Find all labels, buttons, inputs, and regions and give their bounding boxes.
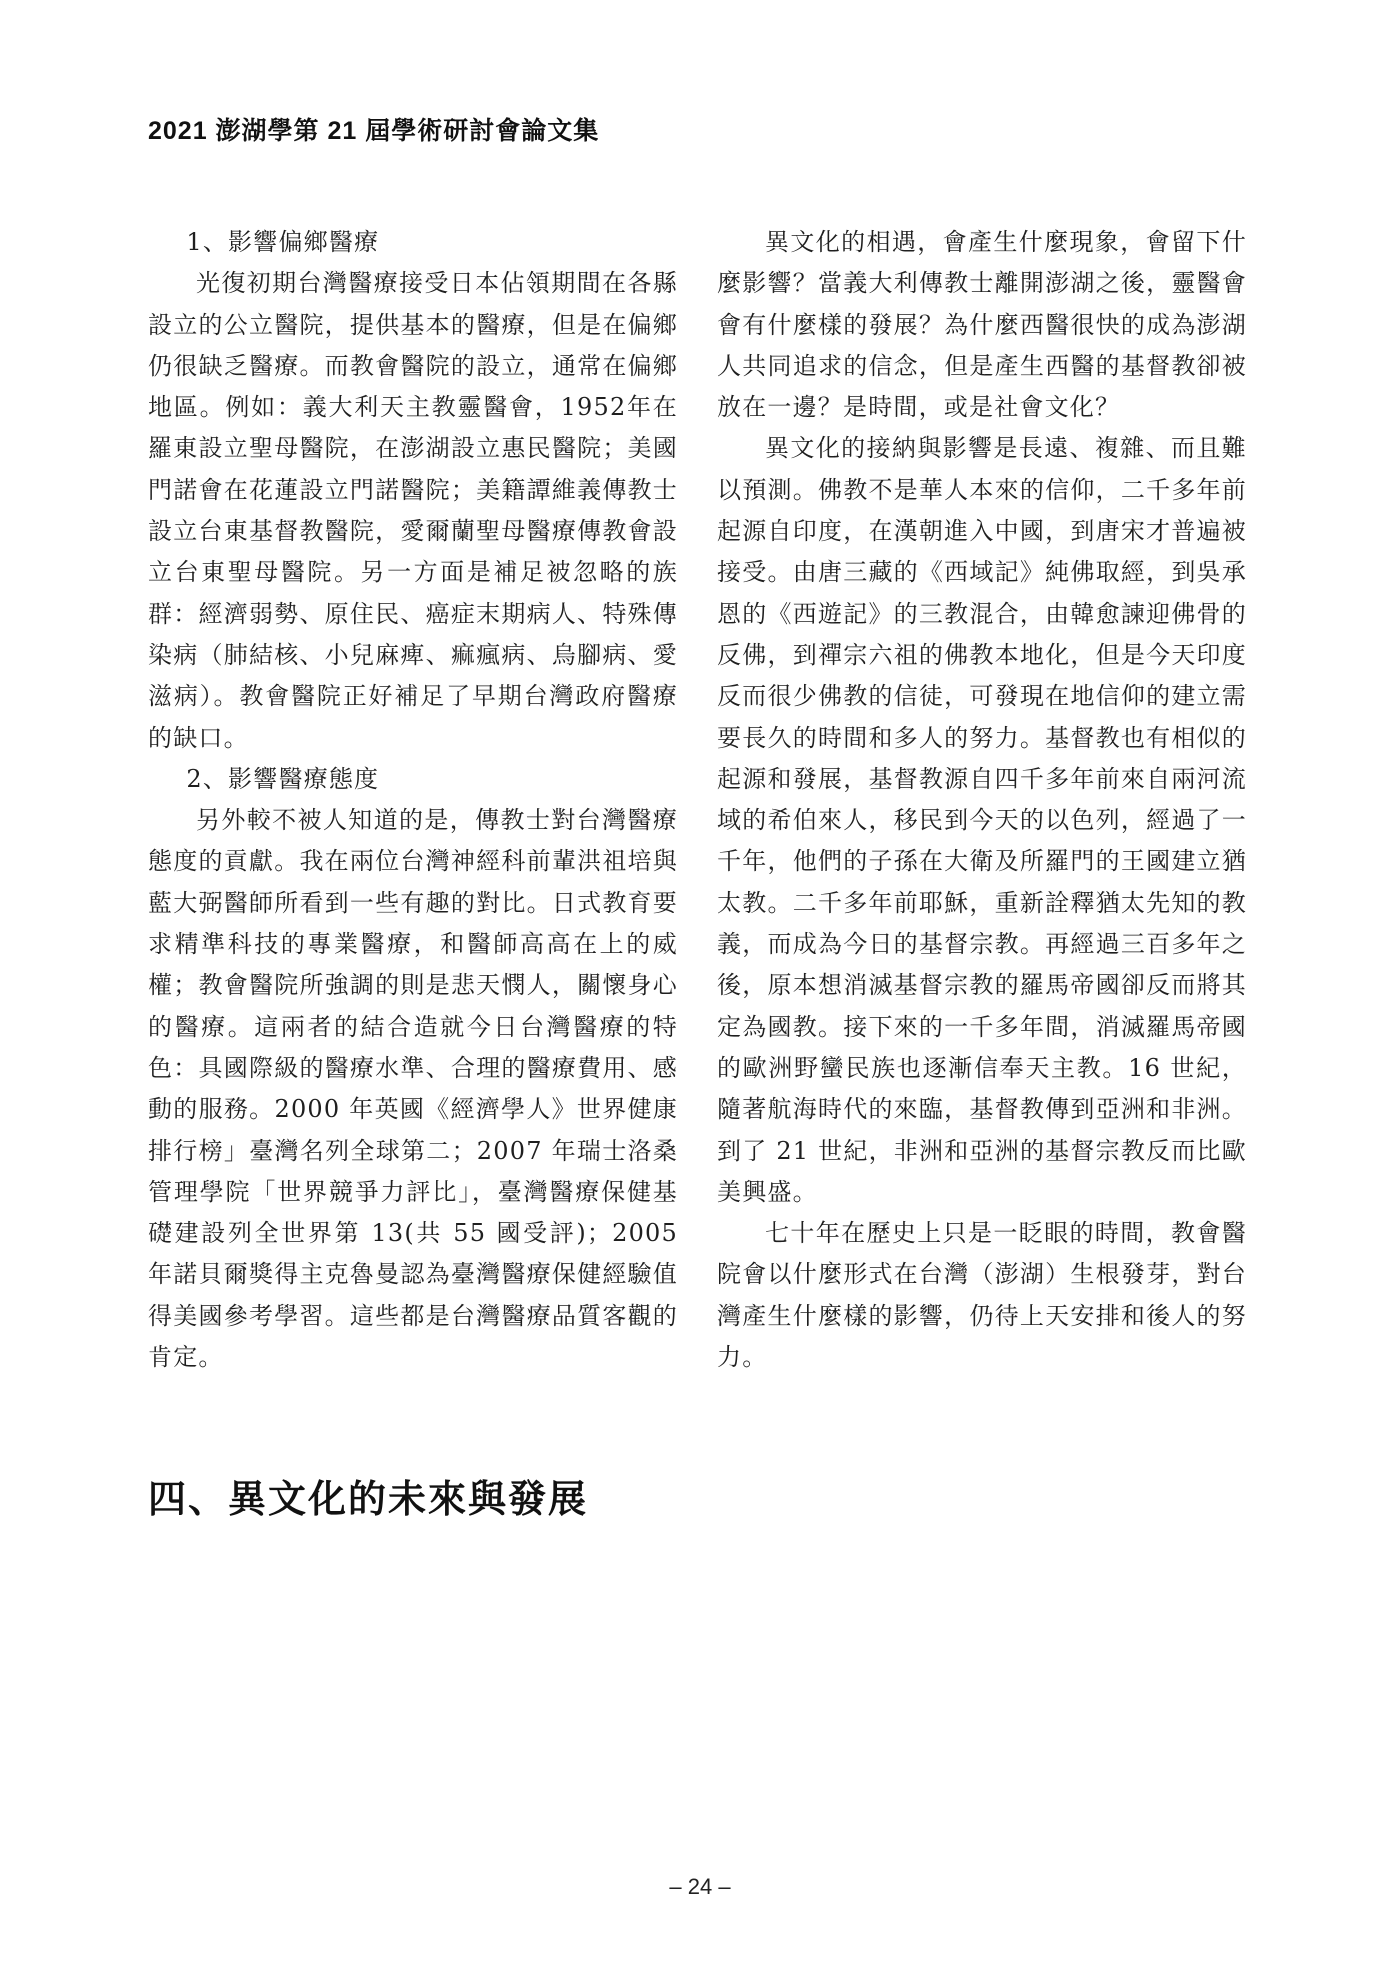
running-header: 2021 澎湖學第 21 屆學術研討會論文集 [148,117,600,145]
subsection-heading: 2、影響醫療態度 [186,764,380,793]
subsection-heading: 1、影響偏鄉醫療 [186,228,380,256]
page-number: – 24 – [669,1874,731,1899]
right-column [717,222,1247,1378]
section-heading: 四、異文化的未來與發展 [148,1476,589,1521]
left-column [148,222,678,1378]
body-paragraph: 異文化的相遇，會產生什麼現象，會留下什麼影響？當義大利傳教士離開澎湖之後，靈醫會會有什麼樣的發展？為什麼西醫很快的成為澎湖人共同追求的信念，但是產生西醫的基督教卻被放在一邊？是時間，或是社會文化？ [717,228,1247,422]
body-paragraph: 光復初期台灣醫療接受日本佔領期間在各縣設立的公立醫院，提供基本的醫療，但是在偏鄉仍很缺乏醫療。而教會醫院的設立，通常在偏鄉地區。例如：義大利天主教靈醫會，1952年在羅東設立聖母醫院，在澎湖設立惠民醫院；美國門諾會在花蓮設立門諾醫院；美籍譚維義傳教士設立台東基督教醫院，愛爾蘭聖母醫療傳教會設立台東聖母醫院。另一方面是補足被忽略的族群：經濟弱勢、原住民、癌症末期病人、特殊傳染病（肺結核、小兒麻痺、痲瘋病、烏腳病、愛滋病）。教會醫院正好補足了早期台灣政府醫療的缺口。 [148,269,678,752]
body-paragraph: 異文化的接納與影響是長遠、複雜、而且難以預測。佛教不是華人本來的信仰，二千多年前起源自印度，在漢朝進入中國，到唐宋才普遍被接受。由唐三藏的《西域記》純佛取經，到吳承恩的《西遊記》的三教混合，由韓愈諫迎佛骨的反佛，到禪宗六祖的佛教本地化，但是今天印度反而很少佛教的信徒，可發現在地信仰的建立需要長久的時間和多人的努力。基督教也有相似的起源和發展，基督教源自四千多年前來自兩河流域的希伯來人，移民到今天的以色列，經過了一千年，他們的子孫在大衛及所羅門的王國建立猶太教。二千多年前耶穌，重新詮釋猶太先知的教義，而成為今日的基督宗教。再經過三百多年之後，原本想消滅基督宗教的羅馬帝國卻反而將其定為國教。接下來的一千多年間，消滅羅馬帝國的歐洲野蠻民族也逐漸信奉天主教。16 世紀，隨著航海時代的來臨，基督教傳到亞洲和非洲。到了 21 世紀，非洲和亞洲的基督宗教反而比歐美興盛。 [717,434,1247,1206]
body-paragraph: 七十年在歷史上只是一眨眼的時間，教會醫院會以什麼形式在台灣（澎湖）生根發芽，對台灣產生什麼樣的影響，仍待上天安排和後人的努力。 [717,1219,1247,1372]
body-paragraph: 另外較不被人知道的是，傳教士對台灣醫療態度的貢獻。我在兩位台灣神經科前輩洪祖培與藍大弼醫師所看到一些有趣的對比。日式教育要求精準科技的專業醫療，和醫師高高在上的威權；教會醫院所強調的則是悲天憫人，關懷身心的醫療。這兩者的結合造就今日台灣醫療的特色：具國際級的醫療水準、合理的醫療費用、感動的服務。2000 年英國《經濟學人》世界健康排行榜」臺灣名列全球第二；2007 年瑞士洛桑管理學院「世界競爭力評比」，臺灣醫療保健基礎建設列全世界第 13(共 55 國受評)；2005 年諾貝爾獎得主克魯曼認為臺灣醫療保健經驗值得美國參考學習。這些都是台灣醫療品質客觀的肯定。 [148,806,678,1372]
